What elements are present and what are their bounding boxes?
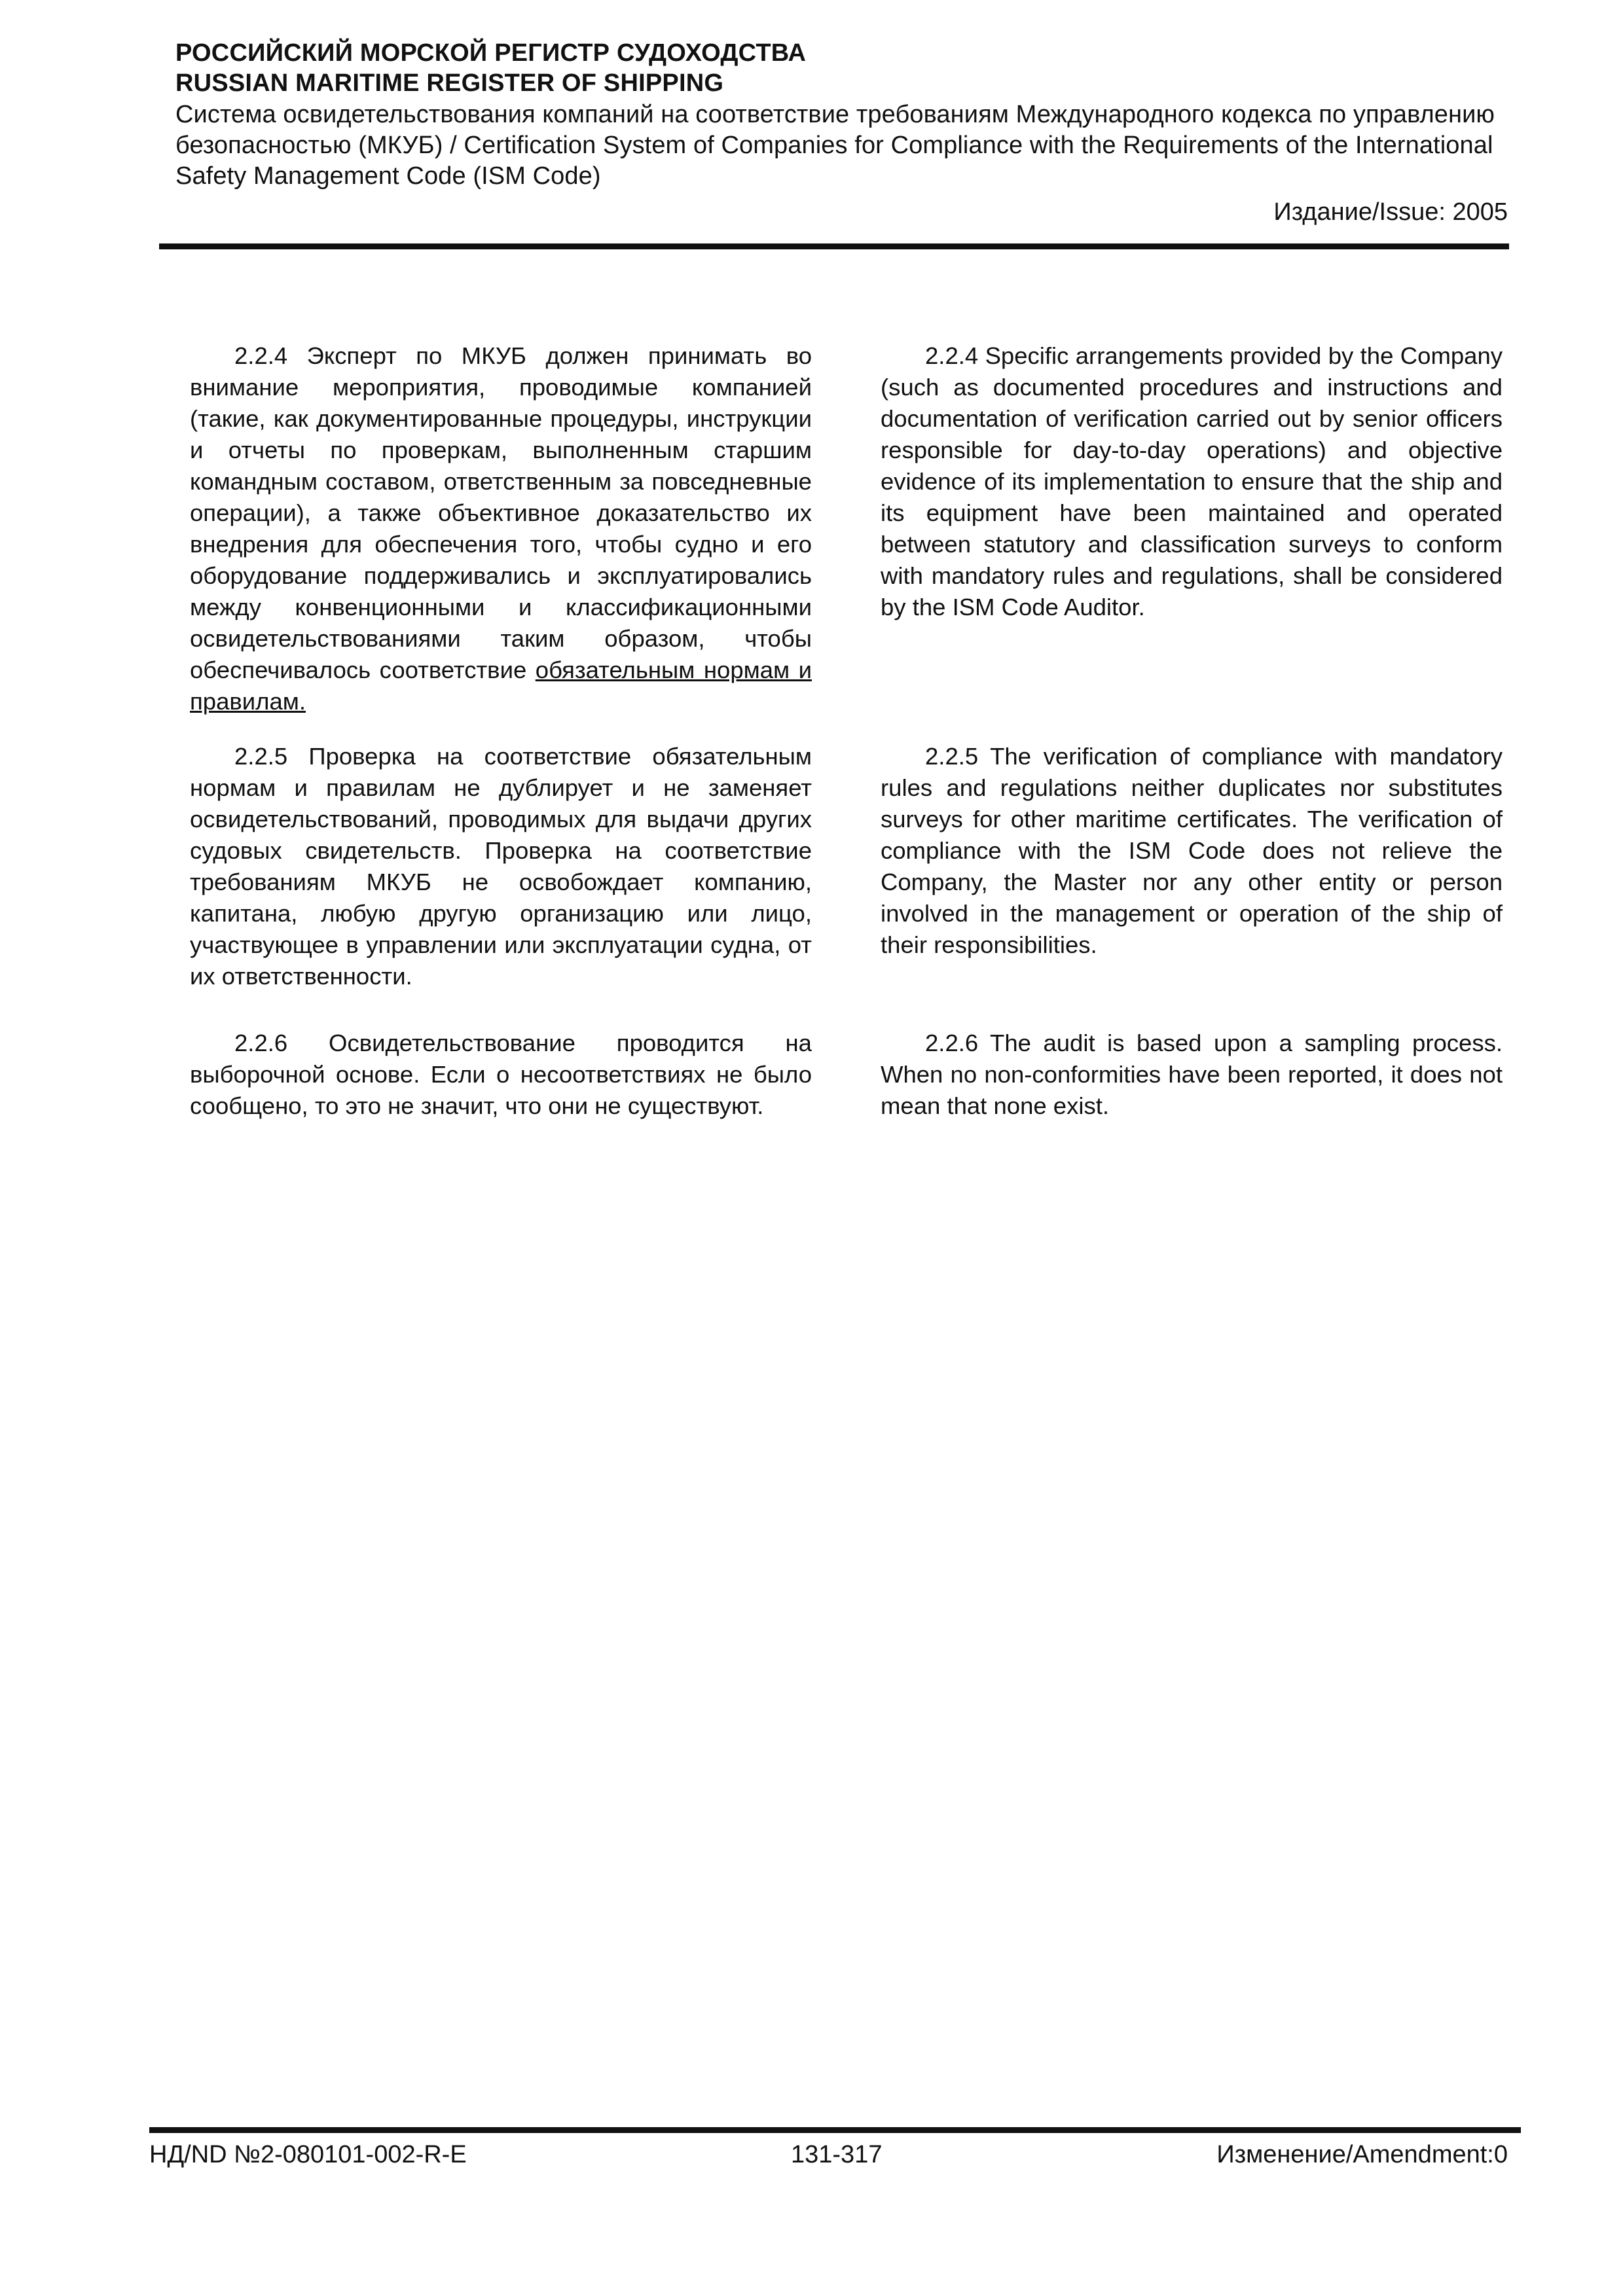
paragraph-en-2-2-5: 2.2.5 The verification of compliance with mandatory rules and regulations neither duplicates nor substitutes surveys for other maritime certificates. The verification of compliance with the ISM Code does not relieve the Company, the Master nor any other entity or person involved in the management or operation of the ship of their responsibilities. [881,743,1503,958]
organization-name-ru: РОССИЙСКИЙ МОРСКОЙ РЕГИСТР СУДОХОДСТВА [175,39,807,67]
system-title: Система освидетельствования компаний на соответствие требованиям Международного кодекса по управлению безопасностью (МКУБ) / Certification System of Companies for Compliance with the Requirements of the International Safety Management Code (ISM Code) [175,101,1495,190]
section-2-2-4 [190,340,1503,741]
section-2-2-6 [190,1028,1503,1191]
paragraph-ru-2-2-4-underlined: обязательным нормам и правилам. [190,656,812,715]
document-number: НД/ND №2-080101-002-R-E [149,2141,467,2168]
footer-divider [149,2127,1521,2133]
paragraph-en-2-2-4: 2.2.4 Specific arrangements provided by the Company (such as documented procedures and instructions and documentation of verification carried out by senior officers responsible for day-to-day operations) and objective evidence of its implementation to ensure that the ship and its equipment have been maintained and operated between statutory and classification surveys to conform with mandatory rules and regulations, shall be considered by the ISM Code Auditor. [881,342,1503,620]
column-ru [190,741,812,1028]
header-divider [159,243,1509,249]
organization-name-en: RUSSIAN MARITIME REGISTER OF SHIPPING [175,69,724,97]
column-ru [190,340,812,741]
paragraph-ru-2-2-4-text: 2.2.4 Эксперт по МКУБ должен принимать во внимание мероприятия, проводимые компанией (такие, как документированные процедуры, инструкции и отчеты по проверкам, выполненным старшим командным составом, ответственным за повседневные операции), а также объективное доказательство их внедрения для обеспечения того, чтобы судно и его оборудование поддерживались и эксплуатировались между конвенционными и классификационными освидетельствованиями таким образом, чтобы обеспечивалось соответствие [190,342,812,683]
column-en [881,340,1503,741]
paragraph-ru-2-2-4 [190,340,812,717]
paragraph-en-2-2-6: 2.2.6 The audit is based upon a sampling process. When no non-conformities have been reported, it does not mean that none exist. [881,1030,1503,1119]
column-ru [190,1028,812,1191]
page-number: 131-317 [791,2141,883,2168]
amendment-label: Изменение/Amendment:0 [1216,2141,1508,2168]
issue-label: Издание/Issue: 2005 [1273,198,1508,226]
paragraph-ru-2-2-5: 2.2.5 Проверка на соответствие обязательным нормам и правилам не дублирует и не заменяет освидетельствований, проводимых для выдачи других судовых свидетельств. Проверка на соответствие требованиям МКУБ не освобождает компанию, капитана, любую другую организацию или лицо, участвующее в управлении или эксплуатации судна, от их ответственности. [190,743,812,990]
document-body [190,340,1503,1191]
column-en [881,1028,1503,1191]
document-header [175,38,1508,228]
paragraph-ru-2-2-6: 2.2.6 Освидетельствование проводится на выборочной основе. Если о несоответствиях не было сообщено, то это не значит, что они не существуют. [190,1030,812,1119]
section-2-2-5 [190,741,1503,1028]
column-en [881,741,1503,1028]
